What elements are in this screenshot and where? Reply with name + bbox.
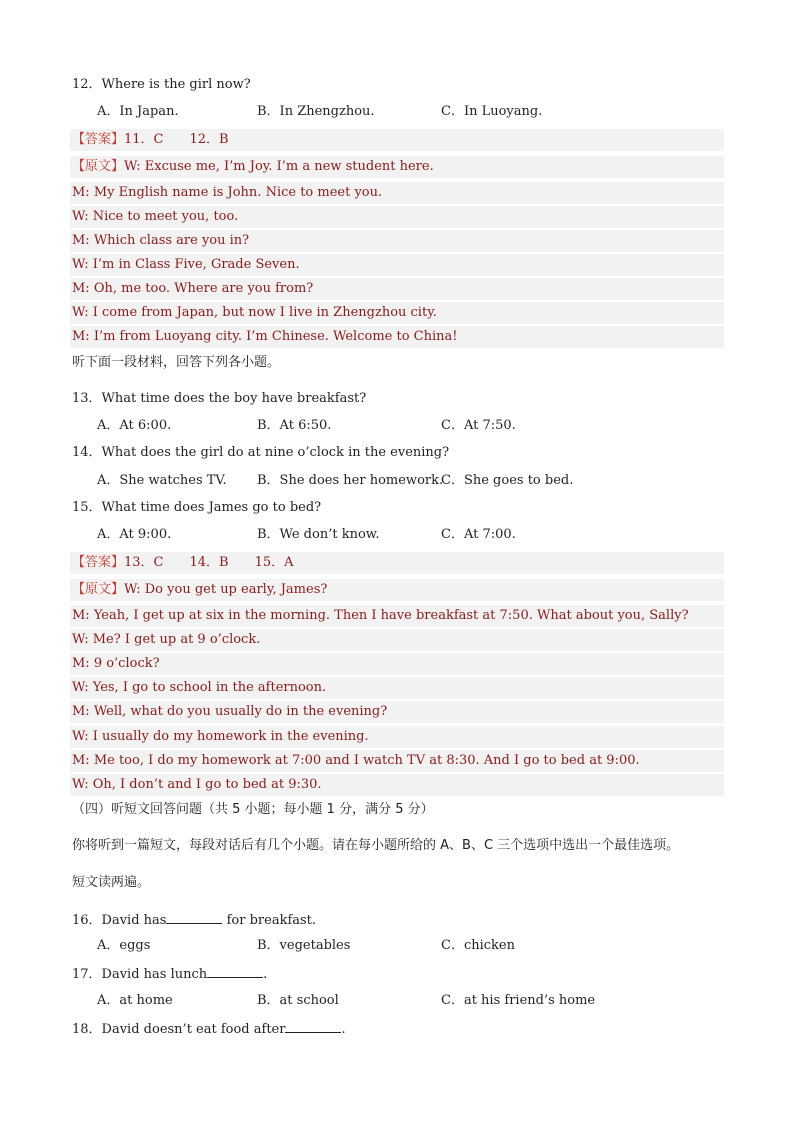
option-16c: C．chicken <box>441 938 515 953</box>
listening-instruction: 听下面一段材料，回答下列各小题。 <box>72 355 281 370</box>
transcript-line: M: Oh, me too. Where are you from? <box>72 281 314 296</box>
question-16-pre: 16．David has <box>72 913 167 928</box>
transcript-line: M: I’m from Luoyang city. I’m Chinese. Welcome to China! <box>72 329 458 344</box>
transcript-line: M: Yeah, I get up at six in the morning. Then I have breakfast at 7:50. What about you, Sally? <box>72 608 689 623</box>
option-14c: C．She goes to bed. <box>441 473 574 488</box>
transcript-line: W: Oh, I don’t and I go to bed at 9:30. <box>72 777 322 792</box>
section-4-instruction-2: 短文读两遍。 <box>72 875 151 890</box>
question-16-stem <box>72 910 316 930</box>
option-16a: A．eggs <box>97 938 151 953</box>
answer-text: 11．C 12．B <box>124 132 229 147</box>
question-18-pre: 18．David doesn’t eat food after <box>72 1022 286 1037</box>
answer-blank <box>166 910 222 924</box>
question-16-post: for breakfast. <box>222 913 317 928</box>
transcript-line: W: Yes, I go to school in the afternoon. <box>72 680 327 695</box>
option-15c: C．At 7:00. <box>441 527 516 542</box>
option-15a: A．At 9:00. <box>97 527 172 542</box>
transcript-band <box>70 653 724 676</box>
option-17c: C．at his friend’s home <box>441 993 596 1008</box>
transcript-tag: 【原文】 <box>72 582 125 597</box>
transcript-line: M: Me too, I do my homework at 7:00 and I watch TV at 8:30. And I go to bed at 9:00. <box>72 753 640 768</box>
answer-text: 13．C 14．B 15．A <box>124 555 294 570</box>
answer-line-2 <box>72 554 294 572</box>
option-17b: B．at school <box>257 993 339 1008</box>
question-17-post: . <box>263 967 268 982</box>
option-14b: B．She does her homework. <box>257 473 444 488</box>
question-18-stem <box>72 1019 346 1039</box>
option-12c: C．In Luoyang. <box>441 104 543 119</box>
option-13b: B．At 6:50. <box>257 418 332 433</box>
option-17a: A．at home <box>97 993 173 1008</box>
question-14-stem: 14．What does the girl do at nine o’clock in the evening? <box>72 445 450 460</box>
transcript-line: M: My English name is John. Nice to meet you. <box>72 185 383 200</box>
question-13-stem: 13．What time does the boy have breakfast? <box>72 391 367 406</box>
transcript-line: M: Which class are you in? <box>72 233 250 248</box>
section-4-instruction: 你将听到一篇短文，每段对话后有几个小题。请在每小题所给的 A、B、C 三个选项中选出一个最佳选项。 <box>72 838 680 853</box>
transcript-line <box>72 581 327 599</box>
transcript-line: M: 9 o’clock? <box>72 656 160 671</box>
option-13c: C．At 7:50. <box>441 418 516 433</box>
answer-tag: 【答案】 <box>72 132 125 147</box>
question-17-stem <box>72 964 267 984</box>
answer-blank <box>285 1019 341 1033</box>
transcript-line <box>72 158 434 176</box>
question-12-stem: 12．Where is the girl now? <box>72 77 251 92</box>
transcript-line: W: I come from Japan, but now I live in Zhengzhou city. <box>72 305 437 320</box>
transcript-tag: 【原文】 <box>72 159 125 174</box>
option-15b: B．We don’t know. <box>257 527 380 542</box>
question-18-post: . <box>341 1022 346 1037</box>
answer-line-1 <box>72 131 229 149</box>
transcript-line: W: Me? I get up at 9 o’clock. <box>72 632 261 647</box>
option-13a: A．At 6:00. <box>97 418 172 433</box>
option-12b: B．In Zhengzhou. <box>257 104 375 119</box>
option-12a: A．In Japan. <box>97 104 179 119</box>
section-4-title: （四）听短文回答问题（共 5 小题；每小题 1 分，满分 5 分） <box>72 802 434 817</box>
answer-blank <box>207 964 263 978</box>
transcript-line: W: I usually do my homework in the evening. <box>72 729 369 744</box>
option-16b: B．vegetables <box>257 938 351 953</box>
transcript-text: W: Do you get up early, James? <box>124 582 328 597</box>
question-17-pre: 17．David has lunch <box>72 967 208 982</box>
transcript-line: W: I’m in Class Five, Grade Seven. <box>72 257 300 272</box>
option-14a: A．She watches TV. <box>97 473 227 488</box>
answer-tag: 【答案】 <box>72 555 125 570</box>
transcript-line: M: Well, what do you usually do in the evening? <box>72 704 388 719</box>
transcript-line: W: Nice to meet you, too. <box>72 209 239 224</box>
question-15-stem: 15．What time does James go to bed? <box>72 500 322 515</box>
transcript-text: W: Excuse me, I’m Joy. I’m a new student here. <box>124 159 434 174</box>
